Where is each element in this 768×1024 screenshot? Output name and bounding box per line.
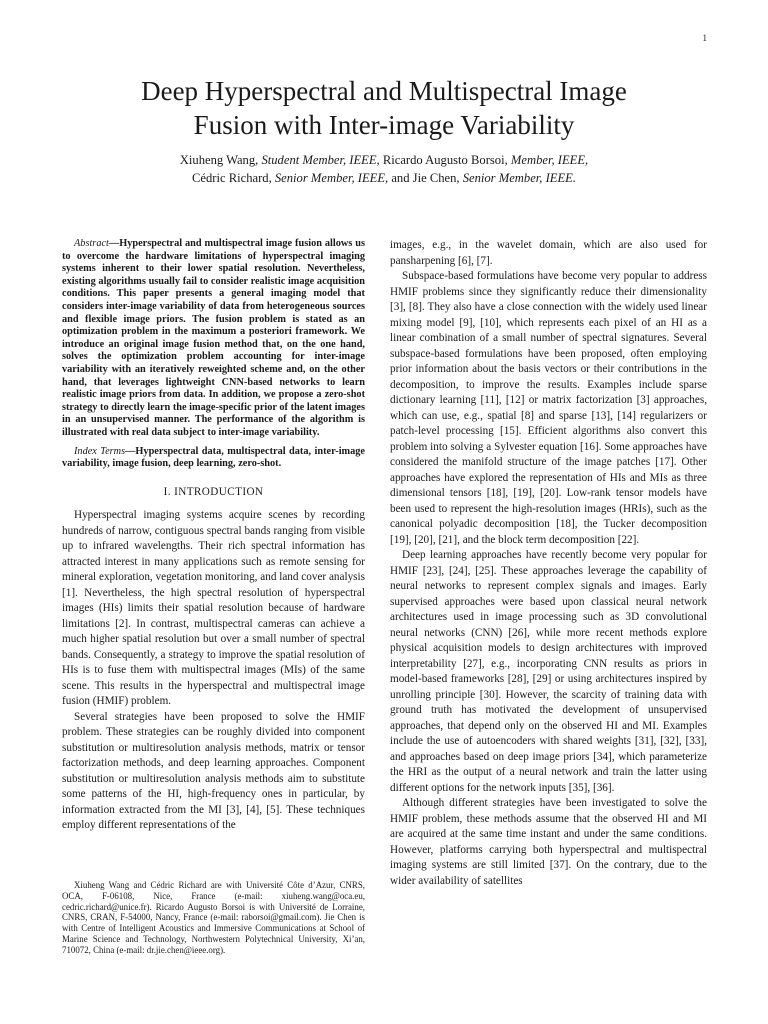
abstract-label: Abstract [74, 238, 109, 249]
title-line-2: Fusion with Inter-image Variability [193, 110, 575, 140]
author-name: Xiuheng Wang, [179, 153, 259, 167]
index-terms-text: —Hyperspectral data, multispectral data, inter-image variability, image fusion, deep learning, zero-shot. [62, 445, 366, 470]
title-line-1: Deep Hyperspectral and Multispectral Image [141, 76, 627, 106]
paragraph: Several strategies have been proposed to solve the HMIF problem. These strategies can be roughly divided into component substitution or multiresolution analysis methods, matrix or tensor factorization methods, and deep learning approaches. Component substitution or multiresolution analysis methods aim to substitute some patterns of the HI, high-frequency ones in particular, by information extracted from the MI [3], [4], [5]. These techniques employ different representations of the [62, 710, 365, 832]
author-name: Cédric Richard, [191, 171, 272, 185]
paper-title [0, 74, 768, 142]
affiliation-footnote: Xiuheng Wang and Cédric Richard are with Université Côte d’Azur, CNRS, OCA, F-06108, Nice, France (e-mail: xiuheng.wang@oca.eu, cedric.richard@unice.fr). Ricardo Augusto Borsoi is with Université de Lorraine, CNRS, CRAN, F-54000, Nancy, France (e-mail: raborsoi@gmail.com). Jie Chen is with Centre of Intelligent Acoustics and Immersive Communications at School of Marine Science and Technology, Northwestern Polytechnical University, Xi’an, 710072, China (e-mail: dr.jie.chen@ieee.org). [62, 880, 365, 955]
author-list [0, 151, 768, 187]
author-role: Senior Member, IEEE. [462, 171, 577, 185]
index-terms-label: Index Terms [74, 445, 126, 457]
abstract [62, 238, 365, 440]
index-terms [62, 446, 365, 471]
paragraph: images, e.g., in the wavelet domain, which are also used for pansharpening [6], [7]. [390, 239, 707, 267]
author-role: Member, IEEE, [510, 153, 589, 167]
author-line-2 [0, 169, 768, 187]
section-heading: I. INTRODUCTION [163, 485, 264, 498]
page-number: 1 [702, 33, 707, 43]
abstract-text: —Hyperspectral and multispectral image fusion allows us to overcome the hardware limitations of hyperspectral imaging systems inherent to their lower spatial resolution. Nevertheless, existing algorithms usually fail to consider realistic image acquisition conditions. This paper presents a general imaging model that considers inter-image variability of data from heterogeneous sources and flexible image priors. The fusion problem is stated as an optimization problem in the maximum a posteriori framework. We introduce an original image fusion method that, on the one hand, solves the optimization problem accounting for inter-image variability with an iteratively reweighted scheme and, on the other hand, that leverages lightweight CNN-based networks to learn realistic image priors from data. In addition, we propose a zero-shot strategy to directly learn the image-specific prior of the latent images in an unsupervised manner. The performance of the algorithm is illustrated with real data subject to inter-image variability. [62, 238, 365, 438]
right-column [390, 238, 707, 889]
author-name: Ricardo Augusto Borsoi, [382, 153, 508, 167]
author-name: and Jie Chen, [391, 171, 460, 185]
paragraph: Subspace-based formulations have become very popular to address HMIF problems since they significantly reduce their dimensionality [3], [8]. They also have a close connection with the widely used linear mixing model [9], [10], which represents each pixel of an HI as a linear combination of a small number of spectral signatures. Several subspace-based formulations have been proposed, often employing prior information about the basis vectors or their contributions in the decomposition, to improve the results. Examples include sparse dictionary learning [11], [12] or matrix factorization [3] approaches, which can use, e.g., spatial [8] and sparse [13], [14] regularizers or patch-level processing [15]. Efficient algorithms also convert this problem into solving a Sylvester equation [16]. Some approaches have considered the manifold structure of the image patches [17]. Other approaches have explored the representation of HIs and MIs as three dimensional tensors [18], [19], [20]. Low-rank tensor models have been used to represent the high-resolution images (HRIs), such as the canonical polyadic decomposition [18], the Tucker decomposition [19], [20], [21], and the block term decomposition [22]. [390, 270, 707, 546]
paragraph: Although different strategies have been investigated to solve the HMIF problem, these methods assume that the observed HI and MI are acquired at the same time instant and under the same conditions. However, platforms carrying both hyperspectral and multispectral imaging systems are still limited [37]. On the contrary, due to the wider availability of satellites [390, 797, 707, 887]
paragraph: Deep learning approaches have recently become very popular for HMIF [23], [24], [25]. These approaches leverage the capability of neural networks to represent complex signals and images. Early supervised approaches were based upon classical neural network architectures used in image processing such as 3D convolutional neural networks (CNN) [26], while more recent methods explore physical acquisition models to design architectures with improved interpretability [27], e.g., incorporating CNN results as priors in model-based frameworks [28], [29] or using architectures inspired by unrolling principle [30]. However, the scarcity of training data with ground truth has motivated the development of unsupervised approaches, that depend only on the observed HI and MI. Examples include the use of autoencoders with shared weights [31], [32], [33], and approaches based on deep image priors [34], which parameterize the HRI as the output of a neural network and train the latter using different options for the network inputs [35], [36]. [390, 549, 707, 794]
author-line-1 [0, 151, 768, 169]
author-role: Student Member, IEEE, [261, 153, 380, 167]
author-role: Senior Member, IEEE, [274, 171, 389, 185]
paragraph: Hyperspectral imaging systems acquire scenes by recording hundreds of narrow, contiguous spectral bands ranging from visible up to infrared wavelengths. Their rich spectral information has attracted interest in many applications such as remote sensing for mineral exploration, vegetation monitoring, and land cover analysis [1]. Nevertheless, the high spectral resolution of hyperspectral images (HIs) limits their spatial resolution because of hardware limitations [2]. In contrast, multispectral cameras can achieve a much higher spatial resolution but over a small number of spectral bands. Consequently, a strategy to improve the spatial resolution of HIs is to fuse them with multispectral images (MIs) of the same scene. This results in the hyperspectral and multispectral image fusion (HMIF) problem. [62, 509, 365, 708]
left-column [62, 238, 365, 834]
